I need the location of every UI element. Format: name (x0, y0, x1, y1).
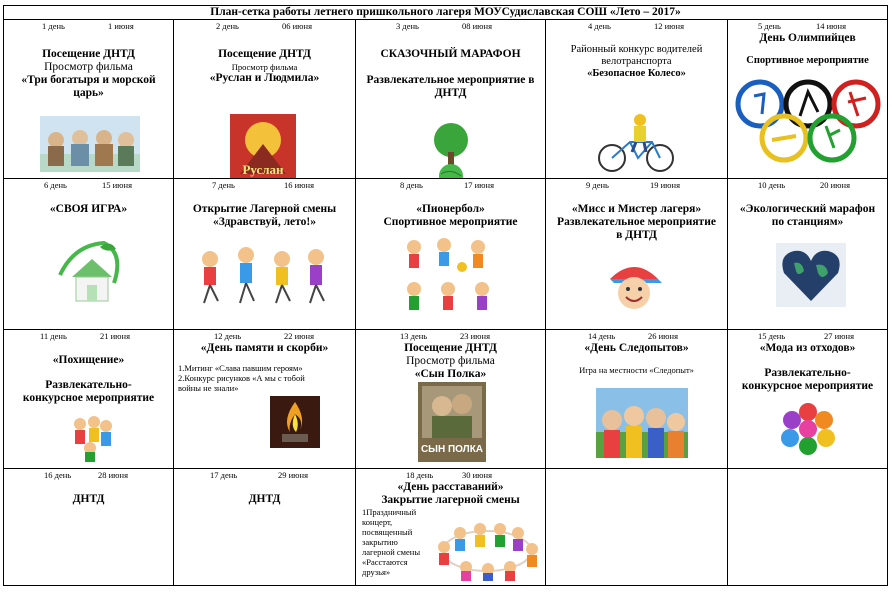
event-type: Спортивное мероприятие (746, 55, 869, 66)
event-title: День Олимпийцев (759, 32, 856, 44)
day-label: 9 день (586, 180, 609, 190)
date-label: 08 июня (462, 21, 492, 31)
event-type: Развлекательное мероприятие (557, 216, 716, 228)
list-item: концерт, (362, 517, 393, 527)
day-label: 15 день (758, 331, 786, 341)
day-label: 18 день (406, 470, 434, 480)
date-label: 14 июня (816, 21, 846, 31)
list-item: войны не знали» (178, 383, 239, 393)
poster-title-and: и (261, 178, 265, 186)
day-label: 5 день (758, 21, 781, 31)
event-title: «День памяти и скорби» (200, 342, 329, 354)
event-type-cont: конкурсное мероприятие (741, 380, 874, 392)
event-type: Спортивное мероприятие (383, 216, 518, 228)
day-label: 8 день (400, 180, 423, 190)
day-cell-15 (728, 330, 888, 469)
children-photo-image (596, 388, 688, 458)
event-type-cont: ДНТД (434, 87, 467, 99)
date-label: 21 июня (100, 331, 130, 341)
list-item: 1.Митинг «Слава павшим героям» (178, 363, 303, 373)
green-house-image (54, 239, 128, 307)
day-cell-16 (4, 469, 174, 586)
smiling-boy-cap-image (604, 257, 664, 317)
event-subtitle: Просмотр фильма (231, 62, 298, 72)
list-item: друзья» (362, 567, 391, 577)
day-label: 13 день (400, 331, 428, 341)
date-label: 23 июня (460, 331, 490, 341)
cyclist-image (596, 112, 676, 174)
day-cell-9 (546, 179, 728, 330)
day-cell-18 (356, 469, 546, 586)
day-cell-3 (356, 20, 546, 179)
event-title: Посещение ДНТД (218, 48, 311, 60)
event-type: Развлекательно- (45, 379, 132, 391)
empty-cell (728, 469, 888, 586)
green-tree-globe-image (426, 120, 476, 179)
event-subtitle: Районный конкурс водителей (570, 44, 703, 55)
olympic-rings-image (734, 76, 882, 170)
day-cell-4 (546, 20, 728, 179)
event-type-cont: в ДНТД (616, 229, 657, 241)
event-title: Открытие Лагерной смены (192, 203, 337, 215)
event-title: «День расставаний» (397, 481, 504, 493)
sport-kids-image (400, 237, 500, 325)
poster-title: Руслан (242, 162, 284, 177)
event-type-cont: конкурсное мероприятие (22, 392, 155, 404)
event-name: «Руслан и Людмила» (209, 72, 320, 84)
eternal-flame-image (270, 396, 320, 448)
day-cell-8 (356, 179, 546, 330)
ruslan-poster-image: Руслан и Людмила (230, 114, 296, 179)
schedule-table (3, 5, 888, 586)
list-item: лагерной смены (362, 547, 421, 557)
event-subtitle-cont: велотранспорта (601, 56, 672, 67)
dancing-kids-image (196, 245, 336, 309)
date-label: 26 июня (648, 331, 678, 341)
list-item: «Расстаются (362, 557, 408, 567)
event-title: «Экологический марафон (739, 203, 876, 215)
day-label: 11 день (40, 331, 67, 341)
day-cell-17 (174, 469, 356, 586)
event-title-cont: по станциям» (771, 216, 844, 228)
kids-circle-image (432, 517, 542, 581)
event-title: «Мода из отходов» (759, 342, 856, 354)
event-title: «День Следопытов» (584, 342, 689, 354)
day-cell-6 (4, 179, 174, 330)
event-name-cont: царь» (73, 87, 104, 99)
event-title: «СВОЯ ИГРА» (49, 203, 128, 215)
event-subtitle: Закрытие лагерной смены (381, 494, 520, 506)
event-title: «Мисс и Мистер лагеря» (571, 203, 702, 215)
event-title: Посещение ДНТД (42, 48, 135, 60)
event-type: Развлекательно- (764, 367, 851, 379)
date-label: 22 июня (284, 331, 314, 341)
day-label: 6 день (44, 180, 67, 190)
day-label: 10 день (758, 180, 786, 190)
day-label: 3 день (396, 21, 419, 31)
date-label: 28 июня (98, 470, 128, 480)
event-title: Посещение ДНТД (404, 342, 497, 354)
list-item: 1Праздничный (362, 507, 417, 517)
event-subtitle: Просмотр фильма (406, 355, 495, 367)
day-label: 1 день (42, 21, 65, 31)
day-cell-5 (728, 20, 888, 179)
event-title: СКАЗОЧНЫЙ МАРАФОН (380, 48, 521, 60)
date-label: 27 июня (824, 331, 854, 341)
list-item: 2.Конкурс рисунков «А мы с тобой (178, 373, 305, 383)
date-label: 30 июня (462, 470, 492, 480)
event-title: ДНТД (248, 493, 281, 505)
day-label: 2 день (216, 21, 239, 31)
day-label: 14 день (588, 331, 616, 341)
colorful-flower-image (780, 402, 836, 456)
day-label: 17 день (210, 470, 238, 480)
day-label: 4 день (588, 21, 611, 31)
event-type: Развлекательное мероприятие в (366, 74, 535, 86)
event-title: ДНТД (72, 493, 105, 505)
kids-group-image (70, 414, 114, 462)
date-label: 20 июня (820, 180, 850, 190)
day-cell-13 (356, 330, 546, 469)
date-label: 15 июня (102, 180, 132, 190)
day-cell-1 (4, 20, 174, 179)
list-item: Игра на местности «Следопыт» (579, 365, 694, 375)
empty-cell (546, 469, 728, 586)
event-subtitle: Просмотр фильма (44, 61, 133, 73)
event-title: «Похищение» (52, 354, 125, 366)
day-label: 7 день (212, 180, 235, 190)
date-label: 17 июня (464, 180, 494, 190)
event-name: «Сын Полка» (414, 368, 487, 380)
date-label: 1 июня (108, 21, 134, 31)
day-cell-10 (728, 179, 888, 330)
date-label: 06 июня (282, 21, 312, 31)
date-label: 19 июня (650, 180, 680, 190)
event-title-cont: «Здравствуй, лето!» (213, 216, 316, 228)
date-label: 12 июня (654, 21, 684, 31)
day-cell-14 (546, 330, 728, 469)
event-name: «Безопасное Колесо» (587, 68, 686, 79)
event-name: «Три богатыря и морской (21, 74, 156, 86)
event-title: «Пионербол» (416, 203, 485, 215)
date-label: 29 июня (278, 470, 308, 480)
day-cell-11 (4, 330, 174, 469)
day-label: 16 день (44, 470, 72, 480)
page-title: План-сетка работы летнего пришкольного лагеря МОУСудиславская СОШ «Лето – 2017» (4, 6, 888, 20)
day-label: 12 день (214, 331, 242, 341)
poster-title: СЫН ПОЛКА (420, 444, 484, 455)
heroes-cartoon-image (40, 116, 140, 172)
list-item: посвященный (362, 527, 413, 537)
date-label: 16 июня (284, 180, 314, 190)
earth-heart-image (776, 243, 846, 307)
day-cell-7 (174, 179, 356, 330)
day-cell-12 (174, 330, 356, 469)
list-item: закрытию (362, 537, 398, 547)
son-of-regiment-poster-image (418, 382, 486, 462)
